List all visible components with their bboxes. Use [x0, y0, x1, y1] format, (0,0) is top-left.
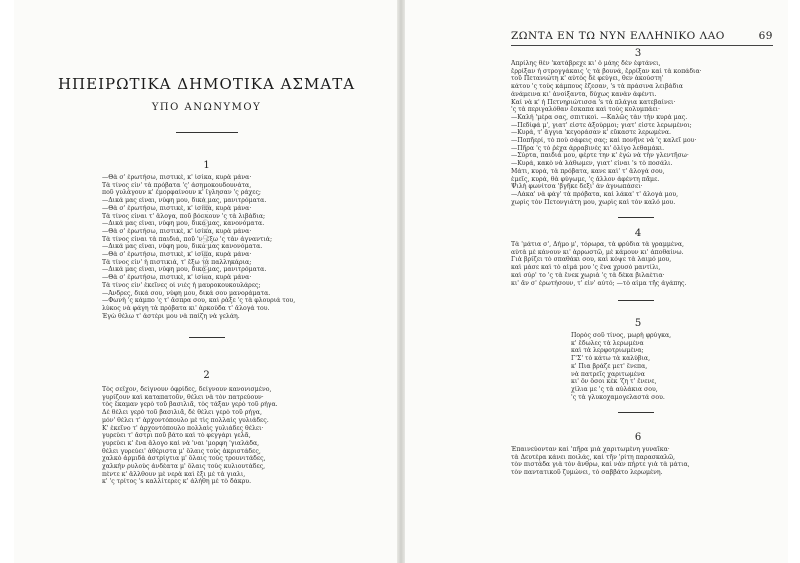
- poem-line: —Θὰ σ' ἐρωτήσω, πιστικέ, κ' ἰσίκα, κυρὰ μάνα·: [102, 204, 252, 212]
- poem-line: χωρὶς τὸν Πετονγιάτη μου, χωρὶς καὶ τὸν καλό μου.: [511, 198, 676, 206]
- poem-line: γυρίζουν καὶ καταπατοῦν, θέλει νὰ τὸν πατρεύουν·: [102, 393, 264, 401]
- poem-line: θέλει γυρεύει' ἀθέριστα μ' ὅλαις τοὺς ἀκριστάδες,: [102, 447, 261, 455]
- poem-line: Μάτι, κυρά, τὰ πρόβατα, κανε καὶ' τ' ἄλογά σου,: [511, 167, 665, 175]
- page-number: 69: [758, 30, 773, 42]
- poem-line: Τὰ τίνος εἶν' τὰ πρόβατα 'ς' ἀσημοκουδουνάτα,: [102, 181, 252, 189]
- poem-text: [511, 241, 773, 287]
- poem-line: Γιὰ βρίζει τὸ σπαθάκι σου, καὶ κόψε τὰ λαιμό μου,: [511, 256, 672, 264]
- poem-line: Τὰ τίνος εἶναι τ' ἄλογα, ποῦ βόσκουν 'ς τὰ λιβάδια;: [102, 212, 266, 220]
- poem-line: τὸς ἔκαμαν γερὸ τοῦ βασιλιᾶ, τὸς τάξαν γερὸ τοῦ ρήγα.: [102, 401, 278, 409]
- poem-line: —Θὰ σ' ἐρωτήσω, πιστικέ, κ' ἰσίκα, κυρὰ μάνα·: [102, 227, 252, 235]
- poem-line: τὸν παντατικοῦ ζυμώνει, τὸ σαββάτο λερωμένη.: [511, 469, 663, 477]
- poem-line: Ἐπαινεύονταν καὶ 'πῆρα μιὰ χαριτωμένη γυναῖκα·: [511, 446, 670, 453]
- poem-line: κάτου 'ς τοὺς κάμπους ἔζεσαν, 's τὰ πράσινα λειβάδια: [511, 83, 683, 91]
- poem-line: —Πῆρα 'ς τὸ ῥέχα ἀρραβινὲς κι' ὀλίγο λεθαμάκι.: [511, 144, 665, 152]
- poem-line: νὰ πατρεῖς χαριτωμένα: [571, 370, 645, 378]
- poem-line: χαλκὸ ἀρμιδὰ ἀστρίγτια μ' ὅλαις τοὺς τρουνιτάδες,: [102, 455, 266, 463]
- poem-line: κι' ἂν σ' ἐρωτήσουν, τ' εἶν' αὐτό; —τὸ αἷμα τῆς ἀγάπης.: [511, 279, 687, 287]
- poem-line: μόν' θέλει τ' ἀρχοντόπουλο μὲ τὶς πολλαὶς γυλιάδες.: [102, 416, 269, 424]
- right-page: [403, 0, 788, 563]
- poem-divider: [618, 300, 654, 301]
- poem-line: χαλκὴν ρυλοὺς ἀνδέατα μ' ὅλαις τοὺς κυλιουτάδες,: [102, 463, 266, 471]
- page-subtitle: ΥΠΟ ΑΝΩΝΥΜΟΥ: [151, 102, 262, 113]
- poem-line: —Φωνὴ 'ς κάμπο 'ς τ' ἄσπρα σου, καὶ ρὰξε 'ς τὰ φλουριά του,: [102, 297, 296, 305]
- poem-line: —Κυρά, κακὸ νὰ λάθωμεν, γιατ' εἶναι 's τὸ ποσάλι.: [511, 160, 673, 168]
- poem-number: 6: [634, 432, 642, 443]
- poem-line: —Κυρά, τ' ἄγγια 'κεγοράσαν κ' εὔκαστε λερωμένα.: [511, 129, 672, 137]
- poem-line: ἐμεῖς, κυρά, θὰ φύγωμε, 'ς ἄλλον ἀφέντη πᾶμε.: [511, 175, 660, 183]
- poem-text: [571, 332, 751, 401]
- poem-line: χίλια με 'ς τὰ αὐλάκια σου,: [571, 385, 658, 393]
- poem-line: —Δικά μας εἶναι, νύφη μου, δικά μας κανονόματα.: [102, 243, 263, 251]
- poem-line: κ' 'ς τρίτος 's καλλίτερες κ' ἀλήθη μὲ τὸ δάκρυ.: [102, 478, 252, 486]
- poem-line: Ἐγὼ θέλω τ' ἀστέρι μου νὰ παίζη νὰ γελάη.: [102, 312, 240, 320]
- poem-line: Τὰ 'μάτια σ', Δήμο μ', τόρωρα, τὰ φρύδια τὰ γραμμένα,: [511, 241, 684, 248]
- left-page: [14, 0, 399, 563]
- poem-line: —Θὰ σ' ἐρωτήσω, πιστικέ, κ' ἰσίκα, κυρὰ μάνα·: [102, 274, 252, 282]
- poem-line: 'ς τὰ περιγαλόθαν ἔσκαπα καὶ τοὺς κολυμπάει·: [511, 106, 660, 114]
- poem-line: Κ' ἐκεῖνο τ' ἀρχοντόπουλο πολλαὶς γυλιάδες θέλει·: [102, 424, 264, 432]
- poem-line: Δὲ θέλει γερὸ τοῦ βασιλιᾶ, δὲ θέλει γερὸ τοῦ ρήγα,: [102, 409, 262, 417]
- poem-line: —Πεδίφά μ', γιατ' εἶστε ἀξούρμοι; γιατ' εἶστε λερωμένοι;: [511, 121, 692, 129]
- poem-line: καὶ σύρ' το 'ς τὰ ἕνεκ χωριὰ 'ς τὰ δέκα βιλαέτια·: [511, 271, 665, 279]
- poem-line: —Καλή 'μέρα σας, σπιτικοὶ. —Καλῶς τὰν τὴν κυρά μας.: [511, 113, 688, 121]
- poem-line: αὐτὰ μὲ κάνουν κι' ἀρρωστῶ, μὲ κάμουν κι' ἀποθαίνω.: [511, 248, 684, 256]
- poem-text: [511, 446, 773, 477]
- poem-line: —Θὰ σ' ἐρωτήσω, πιστικέ, κ' ἰσίκα, κυρὰ μάνα·: [102, 174, 252, 181]
- poem-line: καὶ μάσε καὶ τὸ αἷμά μου 'ς ἕνα χρυσὸ μαντίλι,: [511, 264, 661, 272]
- poem-text: [102, 386, 364, 486]
- poem-line: Καί νὰ κ' ἡ Πετνηριώτισσα 's τὰ πλάγια κατεβαίνει·: [511, 98, 676, 106]
- poem-line: —Σύρτα, παιδιά μου, φέρτε την κ' ἐγὼ νὰ τὴν γλεντῆσω·: [511, 152, 689, 160]
- poem-line: κ' Πια βράζε μετ' ἕνεπα,: [571, 362, 648, 370]
- poem-line: πέντε κ' ἄλλθουν μὲ νερὰ καὶ ἔξι μὲ τὰ γιαλι,: [102, 470, 246, 478]
- poem-line: ποῦ γυλάγουν κ' ἐμορφαίνουν κ' ἴγλησαν 'ς ράχες;: [102, 189, 262, 197]
- poem-text: [102, 174, 364, 320]
- poem-divider: [189, 337, 225, 338]
- poem-line: Πορὸς σοῦ τίνος, μωρὴ φρύγκα,: [571, 332, 672, 339]
- poem-line: —Ποπῆερί, τὸ ποὺ σάφεις σας; καὶ πονῆνε νὰ 'ς καλεῖ μου·: [511, 137, 697, 145]
- poem-line: Ἀπρίλης θὲν 'κατάβρεχε κι' ὁ μάης δὲν ἐφτάνει,: [511, 60, 661, 67]
- poem-line: Τὰ τίνος εἶναι τὰ παιδιά, ποῦ 'ν' ἔξω 'ς τὰν ἀγναντιά;: [102, 235, 273, 243]
- poem-line: —Ἀνδρες, δικά σου, νύφη μου, δικά σου μανοράματα.: [102, 289, 271, 297]
- poem-number: 3: [634, 48, 642, 59]
- poem-line: —Δικά μας εἶναι, νύφη μου, δικά μας, μανιτρόματα.: [102, 266, 267, 274]
- poem-divider: [618, 217, 654, 218]
- poem-line: ἔρρίξαν ἡ στρογγάκαις 'ς τὰ βουνά, ἔρρίξαν καὶ τὰ κοπάδια·: [511, 67, 702, 75]
- poem-line: λύκος νὰ φάγη τὰ πρόβατα κι' ἀρκούδα τ' ἄλογά του.: [102, 304, 270, 312]
- poem-line: Τὰ τίνος εἶν' ἐκεῖνες οἱ νιὲς ἡ μαυροκουκουλάρες;: [102, 281, 261, 289]
- title-divider: [176, 132, 238, 133]
- poem-line: ἀνάμεινα κι' ἀνοίξαντα, δύχως κανὰν ἀφέντι.: [511, 90, 657, 98]
- poem-line: κ' ἔδωλες τὰ λερωμένα: [571, 339, 644, 347]
- poem-divider: [618, 412, 654, 413]
- page-title: ΗΠΕΙΡΩΤΙΚΑ ΔΗΜΟΤΙΚΑ ΑΣΜΑΤΑ: [57, 75, 356, 93]
- book-spread: [14, 0, 788, 563]
- poem-line: 'ς τὰ γλυκοχαμογελαστά σου.: [571, 393, 665, 401]
- poem-line: —Λάκα' νὰ φάγ' τὰ πρόβατα, καὶ λάκα' τ' ἄλογά μου,: [511, 190, 679, 198]
- poem-line: κι' ὅν ὅσοι κέκ 'ζη τ' ἕνενε,: [571, 378, 657, 386]
- poem-line: καὶ τὰ λερφοτριωμένα;: [571, 347, 644, 355]
- running-header: [511, 30, 773, 46]
- poem-line: γυρεύει τ' ἄστρι ποῦ βάτο καὶ τὸ φεγγάρι γελᾶ,: [102, 432, 251, 440]
- poem-line: γυρεύει κ' ἕνα ἄλογο καὶ νὰ 'ναι 'μορφη 'γιαλάδα,: [102, 439, 260, 447]
- poem-line: τοῦ Πετανιώτη κ' αὐτὸς δὲ φεύγει, θεν ἀκούστη': [511, 75, 664, 83]
- poem-line: Τὸς σεΐχον, δείγνουν ὀφρίδες, δείγνουν κανονισμένο,: [102, 386, 272, 393]
- poem-line: τὰ Δευτέρα κάνει ποιλάς, καὶ τῆν 'ρίτη παρασκαλῶ,: [511, 453, 675, 461]
- poem-text: [511, 60, 773, 206]
- poem-line: Τὰ τίνος εἶν' ἡ πιστικιά, τ' ἔξω τὰ παλληκάρια;: [102, 258, 252, 266]
- poem-line: —Δικά μας εἶναι, νύφη μου, δικά μας, μανιτρόματα.: [102, 197, 267, 205]
- poem-line: Ψιλὴ φωνίτσα 'βγῆκε δεξι' ἀν ἀγνωπάσει·: [511, 183, 643, 191]
- poem-number: 4: [634, 228, 642, 239]
- running-title: ΖΩΝΤΑ ΕΝ ΤΩ ΝΥΝ ΕΛΛΗΝΙΚΟ ΛΑΟ: [511, 30, 725, 42]
- poem-number: 5: [634, 318, 642, 329]
- poem-line: Γ'Σ' τὸ κάτω τὰ καλύβια,: [571, 355, 651, 363]
- poem-number: 2: [203, 370, 210, 381]
- poem-line: —Δικά μας εἶναι, νύφη μου, δικά μας, κανονόματα.: [102, 220, 265, 228]
- watermark-text: anemi.lib.uoc.gr: [201, 199, 211, 280]
- poem-number: 1: [203, 160, 210, 171]
- poem-line: τὸν πιστάδα γιὰ τὸν ἄνθρω, καὶ νὰν πήρτε γιὰ τὰ μάτια,: [511, 461, 690, 469]
- poem-line: —Θὰ σ' ἐρωτήσω, πιστικέ, κ' ἰσίκα, κυρὰ μάνα·: [102, 251, 252, 259]
